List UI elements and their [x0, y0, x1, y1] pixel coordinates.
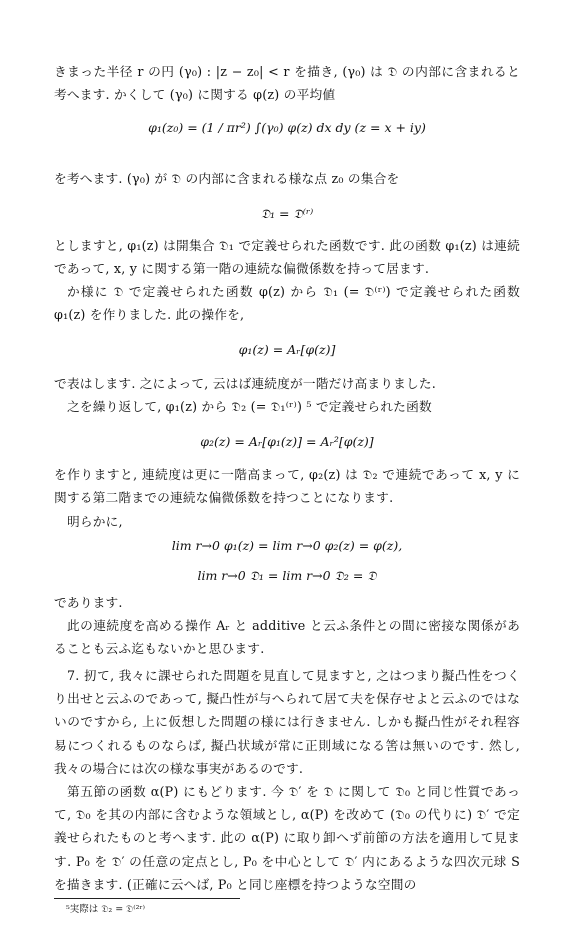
- equation-limit-functions: lim r→0 φ₁(z) = lim r→0 φ₂(z) = φ(z),: [171, 538, 403, 553]
- paragraph: 第五節の函数 α(P) にもどります. 今 𝔇′ を 𝔇 に関して 𝔇₀ と同じ性質であって, 𝔇₀ を其の内部に含むような領域とし, α(P) を改めて (𝔇₀ の代りに) 𝔇′ で定義せられたものと考へます. 此の α(P) に取り卸へず前節の方法を適用して見ます. P₀ を 𝔇′ の任意の定点とし, P₀ を中心として 𝔇′ 内にあるような四次元球 S を描きます. (正確に云へば, P₀ と同じ座標を持つような空間の: [54, 784, 520, 892]
- equation-second-iteration: φ₂(z) = Aᵣ[φ₁(z)] = Aᵣ²[φ(z)]: [200, 434, 374, 449]
- paragraph: であります.: [54, 595, 123, 610]
- paragraph: 之を繰り返して, φ₁(z) から 𝔇₂ (= 𝔇₁⁽ʳ⁾) ⁵ で定義せられた函数: [67, 399, 432, 414]
- section-7-paragraph: 7. 扨て, 我々に課せられた問題を見直して見ますと, 之はつまり擬凸性をつくり出せと云ふのであって, 擬凸性が与へられて居て夫を保存せよと云ふのではないのですから, 上に仮想した問題の様には行きません. しかも擬凸性がそれ程容易につくれるものならば, 擬凸状域が常に正則域になる筈は無いのです. 然し, 我々の場合には次の様な事実があるのです.: [54, 668, 520, 776]
- paragraph: を考へます. (γ₀) が 𝔇 の内部に含まれる様な点 z₀ の集合を: [54, 171, 400, 186]
- paragraph: 此の連続度を高める操作 Aᵣ と additive と云ふ条件との間に密接な関係があることも云ふ迄もないかと思ひます.: [54, 618, 520, 657]
- paragraph: か様に 𝔇 で定義せられた函数 φ(z) から 𝔇₁ (= 𝔇⁽ʳ⁾) で定義せられた函数 φ₁(z) を作りました. 此の操作を,: [54, 284, 520, 323]
- paragraph: としますと, φ₁(z) は開集合 𝔇₁ で定義せられた函数です. 此の函数 φ₁(z) は連続であって, x, y に関する第一階の連続な偏微係数を持って居ます.: [54, 238, 520, 277]
- equation-operator: φ₁(z) = Aᵣ[φ(z)]: [238, 342, 336, 357]
- paragraph: きまった半径 r の円 (γ₀) : |z − z₀| < r を描き, (γ₀) は 𝔇 の内部に含まれると考へます. かくして (γ₀) に関する φ(z) の平均値: [54, 64, 520, 103]
- footnote: ⁵実際は 𝔇₂ = 𝔇⁽²ʳ⁾: [66, 904, 146, 915]
- equation-domain-d1: 𝔇₁ = 𝔇⁽ʳ⁾: [260, 206, 314, 221]
- footnote-rule: [54, 898, 240, 899]
- equation-mean-value: φ₁(z₀) = (1 / πr²) ∫(γ₀) φ(z) dx dy (z = x + iy): [148, 120, 426, 135]
- paragraph: で表はします. 之によって, 云はば連続度が一階だけ高まりました.: [54, 376, 437, 391]
- equation-limit-domains: lim r→0 𝔇₁ = lim r→0 𝔇₂ = 𝔇: [197, 568, 377, 583]
- paragraph: 明らかに,: [67, 514, 123, 529]
- paragraph: を作りますと, 連続度は更に一階高まって, φ₂(z) は 𝔇₂ で連続であって x, y に関する第二階までの連続な偏微係数を持つことになります.: [54, 467, 520, 506]
